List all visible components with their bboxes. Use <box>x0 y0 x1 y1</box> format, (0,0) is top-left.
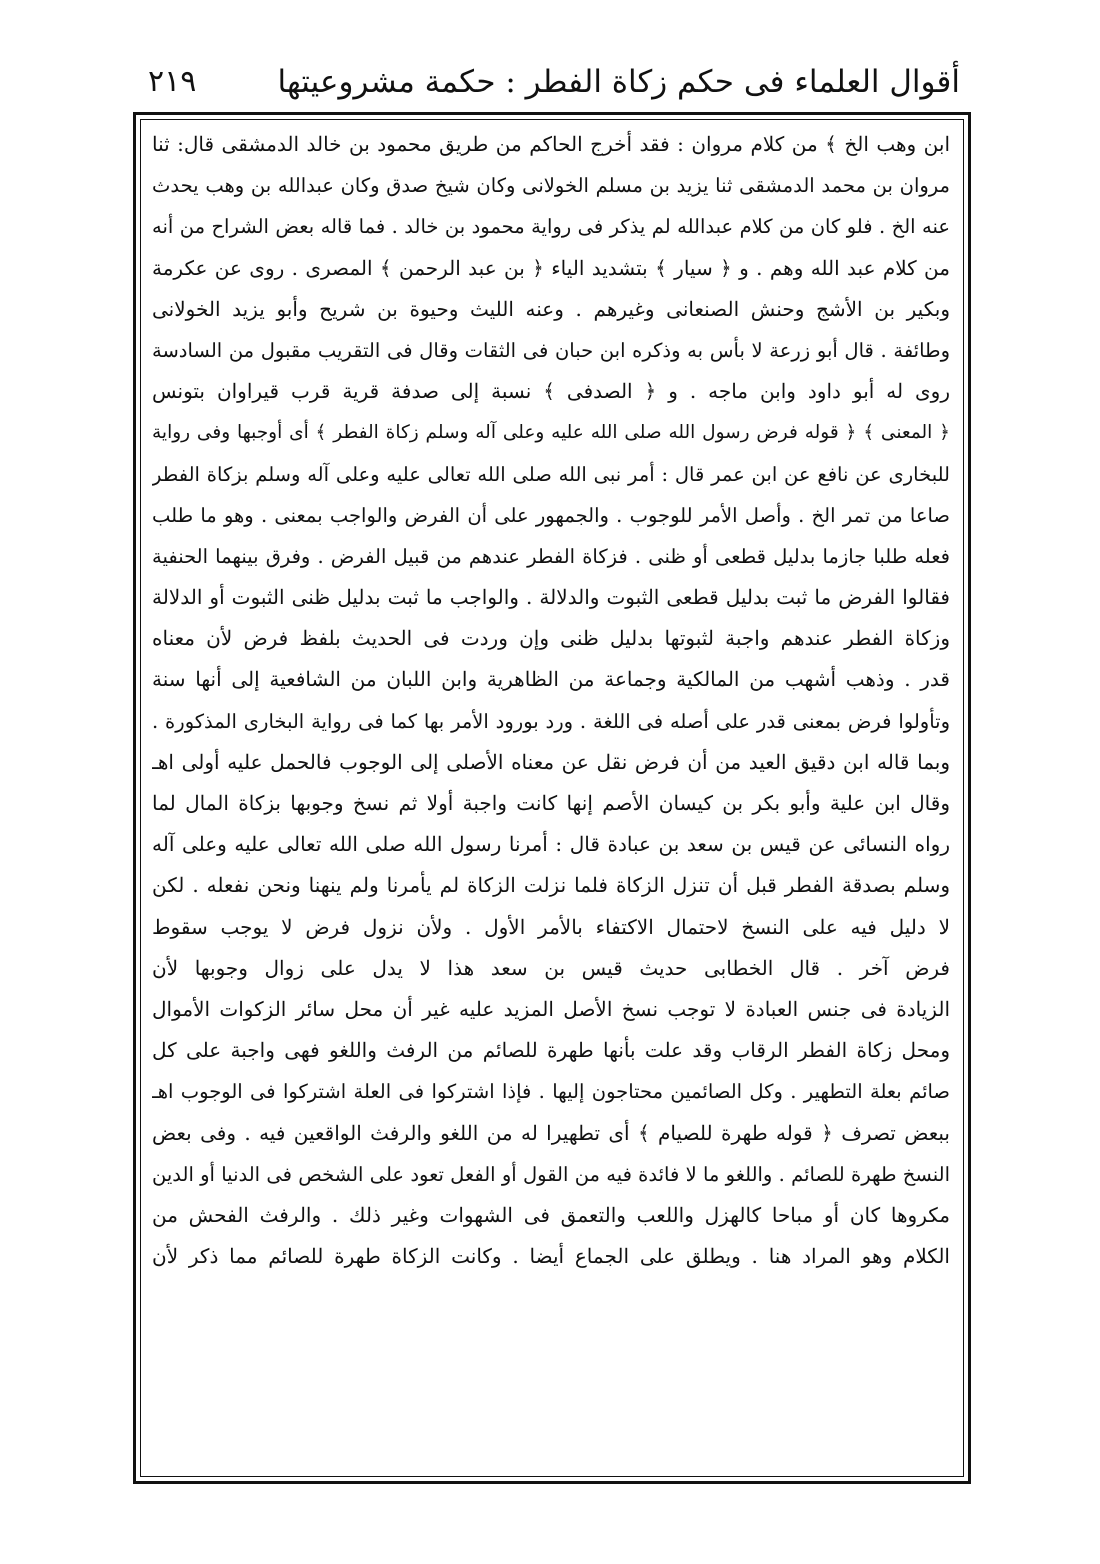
text-line: من كلام عبد الله وهم . و ﴿ سيار ﴾ بتشديد الياء ﴿ بن عبد الرحمن ﴾ المصرى . روى عن عكرمة <box>152 255 950 280</box>
text-line: فقالوا الفرض ما ثبت بدليل قطعى الثبوت والدلالة . والواجب ما ثبت بدليل ظنى الثبوت أو الدلالة <box>152 585 950 610</box>
text-line: مكروها كان أو مباحا كالهزل واللعب والتعمق فى الشهوات وغير ذلك . والرفث الفحش من <box>152 1202 950 1227</box>
text-line: وبما قاله ابن دقيق العيد من أن فرض نقل عن معناه الأصلى إلى الوجوب فالحمل عليه أولى اهـ <box>152 749 950 774</box>
text-line: وتأولوا فرض بمعنى قدر على أصله فى اللغة . ورد بورود الأمر بها كما فى رواية البخارى المذكورة . <box>152 709 950 733</box>
text-line: وقال ابن علية وأبو بكر بن كيسان الأصم إنها كانت واجبة أولا ثم نسخ وجوبها بزكاة المال لما <box>152 791 950 815</box>
text-line: ابن وهب الخ ﴾ من كلام مروان : فقد أخرج الحاكم من طريق محمود بن خالد الدمشقى قال: ثنا <box>152 132 950 156</box>
text-line: الكلام وهو المراد هنا . ويطلق على الجماع أيضا . وكانت الزكاة طهرة للصائم مما ذكر لأن <box>152 1244 950 1269</box>
text-line: وسلم بصدقة الفطر قبل أن تنزل الزكاة فلما نزلت الزكاة لم يأمرنا ولم ينهنا ونحن نفعله . لكن <box>152 873 950 898</box>
text-line: لا دليل فيه على النسخ لاحتمال الاكتفاء بالأمر الأول . ولأن نزول فرض لا يوجب سقوط <box>152 914 950 939</box>
text-line: وزكاة الفطر عندهم واجبة لثبوتها بدليل ظنى وإن وردت فى الحديث بلفظ فرض لأن معناه <box>152 626 950 651</box>
text-line: ببعض تصرف ﴿ قوله طهرة للصيام ﴾ أى تطهيرا له من اللغو والرفث الواقعين فيه . وفى بعض <box>152 1120 950 1145</box>
text-line: ﴿ المعنى ﴾ ﴿ قوله فرض رسول الله صلى الله عليه وعلى آله وسلم زكاة الفطر ﴾ أى أوجبها وفى رواية <box>152 422 950 444</box>
text-line: النسخ طهرة للصائم . واللغو ما لا فائدة فيه من القول أو الفعل تعود على الشخص فى الدنيا أو الدين <box>152 1162 950 1186</box>
text-line: صاعا من تمر الخ . وأصل الأمر للوجوب . والجمهور على أن الفرض والواجب بمعنى . وهو ما طلب <box>152 503 950 527</box>
text-line: الزيادة فى جنس العبادة لا توجب نسخ الأصل المزيد عليه غير أن محل سائر الزكوات الأموال <box>152 996 950 1021</box>
page-header <box>148 52 960 112</box>
text-line: مروان بن محمد الدمشقى ثنا يزيد بن مسلم الخولانى وكان شيخ صدق وكان عبدالله بن وهب يحدث <box>152 174 950 198</box>
text-line: ومحل زكاة الفطر الرقاب وقد علت بأنها طهرة للصائم من الرفث واللغو فهى واجبة على كل <box>152 1038 950 1063</box>
running-title: أقوال العلماء فى حكم زكاة الفطر : حكمة مشروعيتها <box>277 64 960 100</box>
text-line: عنه الخ . فلو كان من كلام عبدالله لم يذكر فى رواية محمود بن خالد . فما قاله بعض الشراح من أنه <box>152 215 950 239</box>
text-line: رواه النسائى عن قيس بن سعد بن عبادة قال : أمرنا رسول الله صلى الله تعالى عليه وعلى آله <box>152 832 950 857</box>
text-line: صائم بعلة التطهير . وكل الصائمين محتاجون إليها . فإذا اشتركوا فى العلة اشتركوا فى الوجوب اهـ <box>152 1080 950 1104</box>
body-text <box>152 124 950 1472</box>
text-line: للبخارى عن نافع عن ابن عمر قال : أمر نبى الله صلى الله تعالى عليه وعلى آله وسلم بزكاة الفطر <box>152 462 950 486</box>
text-line: فرض آخر . قال الخطابى حديث قيس بن سعد هذا لا يدل على زوال وجوبها لأن <box>152 955 950 980</box>
text-line: روى له أبو داود وابن ماجه . و ﴿ الصدفى ﴾ نسبة إلى صدفة قرية قرب قيراوان بتونس <box>152 379 950 404</box>
text-line: قدر . وذهب أشهب من المالكية وجماعة من الظاهرية وابن اللبان من الشافعية إلى أنها سنة <box>152 667 950 692</box>
page-number: ٢١٩ <box>148 64 197 99</box>
text-line: فعله طلبا جازما بدليل قطعى أو ظنى . فزكاة الفطر عندهم من قبيل الفرض . وفرق بينهما الحنفية <box>152 544 950 568</box>
text-line: وبكير بن الأشج وحنش الصنعانى وغيرهم . وعنه الليث وحيوة بن شريح وأبو يزيد الخولانى <box>152 296 950 321</box>
text-line: وطائفة . قال أبو زرعة لا بأس به وذكره ابن حبان فى الثقات وقال فى التقريب مقبول من السادسة <box>152 338 950 362</box>
